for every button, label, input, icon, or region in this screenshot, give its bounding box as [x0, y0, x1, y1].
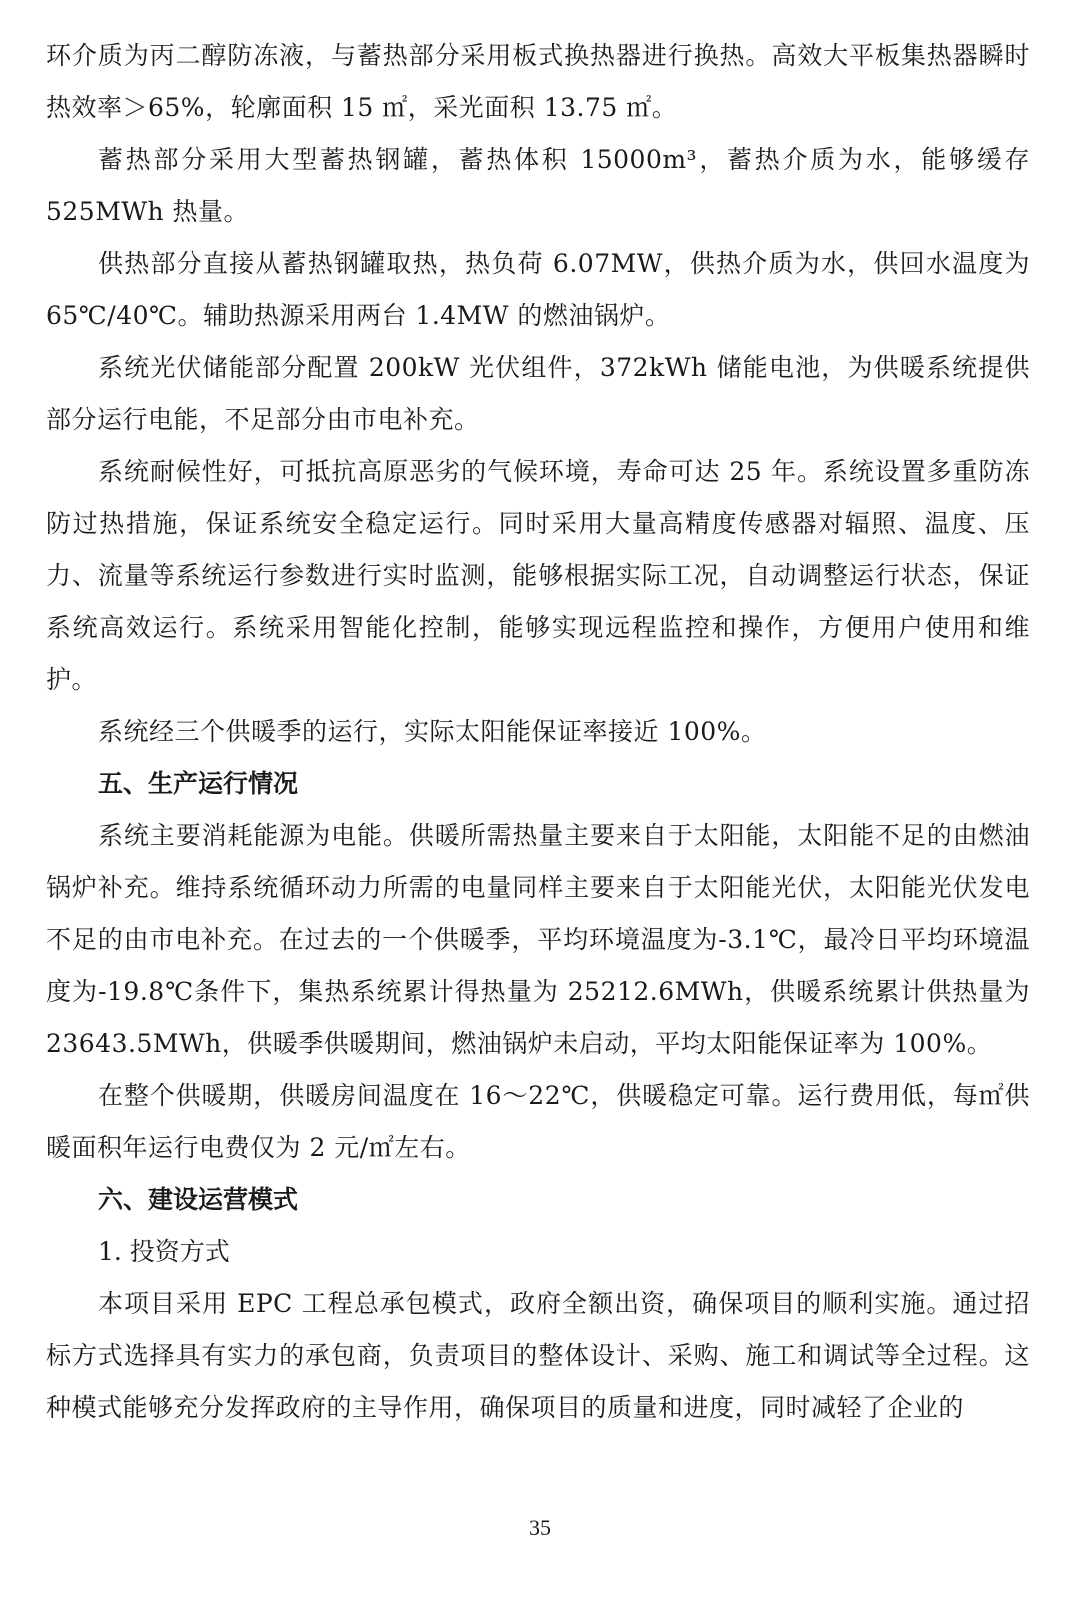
paragraph-room-temperature: 在整个供暖期，供暖房间温度在 16～22℃，供暖稳定可靠。运行费用低，每㎡供暖面积年运行电费仅为 2 元/㎡左右。 — [46, 1081, 1030, 1162]
page-number: 35 — [529, 1515, 551, 1540]
document-body — [46, 30, 1030, 1434]
paragraph-epc-model: 本项目采用 EPC 工程总承包模式，政府全额出资，确保项目的顺利实施。通过招标方式选择具有实力的承包商，负责项目的整体设计、采购、施工和调试等全过程。这种模式能够充分发挥政府的主导作用，确保项目的质量和进度，同时减轻了企业的 — [46, 1289, 1030, 1422]
section-heading-business-model: 六、建设运营模式 — [98, 1185, 299, 1214]
paragraph-heat-supply: 供热部分直接从蓄热钢罐取热，热负荷 6.07MW，供热介质为水，供回水温度为65℃/40℃。辅助热源采用两台 1.4MW 的燃油锅炉。 — [46, 249, 1030, 330]
paragraph-continued: 环介质为丙二醇防冻液，与蓄热部分采用板式换热器进行换热。高效大平板集热器瞬时热效率＞65%，轮廓面积 15 ㎡，采光面积 13.75 ㎡。 — [46, 41, 1030, 122]
paragraph-heat-storage: 蓄热部分采用大型蓄热钢罐，蓄热体积 15000m³，蓄热介质为水，能够缓存525MWh 热量。 — [46, 145, 1030, 226]
section-heading-operation: 五、生产运行情况 — [98, 769, 299, 798]
paragraph-energy-consumption: 系统主要消耗能源为电能。供暖所需热量主要来自于太阳能，太阳能不足的由燃油锅炉补充。维持系统循环动力所需的电量同样主要来自于太阳能光伏，太阳能光伏发电不足的由市电补充。在过去的一个供暖季，平均环境温度为-3.1℃，最冷日平均环境温度为-19.8℃条件下，集热系统累计得热量为 25212.6MWh，供暖系统累计供热量为 23643.5MWh，供暖季供暖期间，燃油锅炉未启动，平均太阳能保证率为 100%。 — [46, 821, 1030, 1058]
paragraph-pv-storage: 系统光伏储能部分配置 200kW 光伏组件，372kWh 储能电池，为供暖系统提供部分运行电能，不足部分由市电补充。 — [46, 353, 1030, 434]
paragraph-durability: 系统耐候性好，可抵抗高原恶劣的气候环境，寿命可达 25 年。系统设置多重防冻防过热措施，保证系统安全稳定运行。同时采用大量高精度传感器对辐照、温度、压力、流量等系统运行参数进行实时监测，能够根据实际工况，自动调整运行状态，保证系统高效运行。系统采用智能化控制，能够实现远程监控和操作，方便用户使用和维护。 — [46, 457, 1030, 694]
subsection-heading-investment: 1. 投资方式 — [98, 1237, 230, 1266]
paragraph-solar-fraction: 系统经三个供暖季的运行，实际太阳能保证率接近 100%。 — [98, 717, 767, 746]
